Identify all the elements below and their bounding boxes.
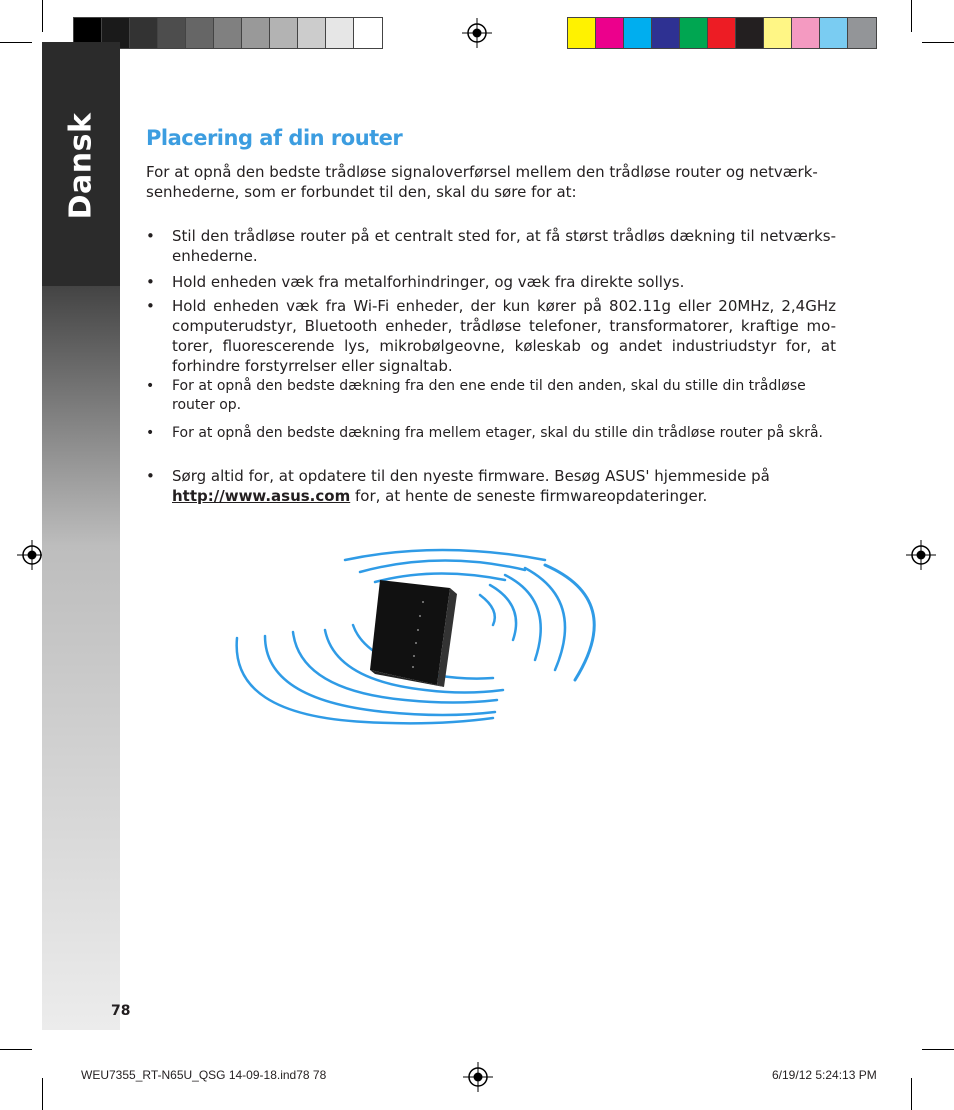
color-swatch [298,18,326,48]
list-item: • For at opnå den bedste dækning fra den ene ende til den anden, skal du stille din trådløse router op. [146,378,806,413]
registration-target-icon [463,1062,493,1092]
color-swatch [820,18,848,48]
color-swatch [214,18,242,48]
router-device-icon [370,580,457,687]
color-swatch [764,18,792,48]
secondary-bullet-list [146,377,836,443]
list-item: • Hold enheden væk fra Wi-Fi enheder, der kun kører på 802.11g eller 20MHz, 2,4GHz computerudstyr, Bluetooth enheder, trådløse telefoner, transformatorer, kraftige mo-torer, fluorescerende lys, mikrobølgeovne, køleskab og andet industriudstyr for, at forhindre forstyrrelser eller signaltab. [146,297,836,375]
color-swatch [848,18,876,48]
color-swatch [792,18,820,48]
intro-paragraph: For at opnå den bedste trådløse signaloverførsel mellem den trådløse router og netværk-senhederne, som er forbundet til den, skal du søre for at: [146,163,818,201]
color-swatch [596,18,624,48]
color-swatch [186,18,214,48]
list-item: • For at opnå den bedste dækning fra mellem etager, skal du stille din trådløse router på skrå. [146,425,823,441]
color-swatch [680,18,708,48]
language-label: Dansk [63,112,99,220]
color-swatch [568,18,596,48]
registration-target-icon [906,540,936,570]
color-swatch [242,18,270,48]
side-gradient-bar [42,286,120,1030]
color-swatch [354,18,382,48]
color-swatch [736,18,764,48]
color-swatch [270,18,298,48]
asus-website-link[interactable]: http://www.asus.com [172,487,351,505]
color-swatch [652,18,680,48]
page-number: 78 [111,1003,131,1019]
list-item: • Hold enheden væk fra metalforhindringer, og væk fra direkte sollys. [146,273,685,291]
color-swatch [624,18,652,48]
firmware-bullet-list [146,466,836,506]
list-item: • Sørg altid for, at opdatere til den nyeste firmware. Besøg ASUS' hjemmeside på http://www.asus.com for, at hente de seneste firmwareopdateringer. [146,467,770,505]
slug-file-info: WEU7355_RT-N65U_QSG 14-09-18.ind78 78 [81,1068,327,1082]
color-swatch [708,18,736,48]
main-bullet-list [146,226,836,376]
color-swatch [158,18,186,48]
color-swatch [326,18,354,48]
section-title: Placering af din router [146,126,403,150]
registration-target-icon [462,18,492,48]
color-swatch [130,18,158,48]
router-wireless-illustration [225,540,615,725]
slug-timestamp: 6/19/12 5:24:13 PM [772,1068,877,1082]
list-item: • Stil den trådløse router på et centralt sted for, at få størst trådløs dækning til netværks-enhederne. [146,227,836,265]
color-swatch-bar [567,17,877,49]
